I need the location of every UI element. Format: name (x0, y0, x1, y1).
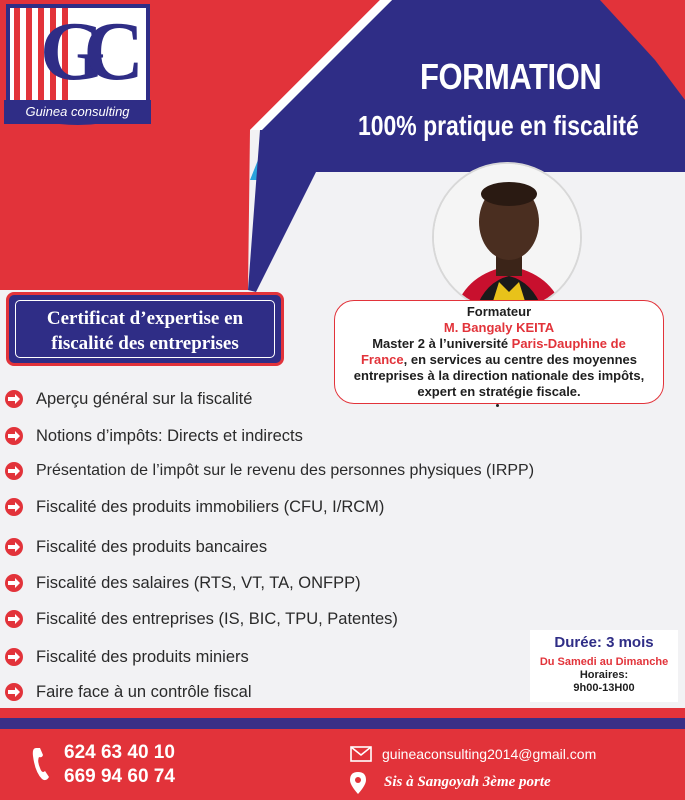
arrow-circle-icon (4, 537, 24, 557)
logo-monogram: GC (40, 5, 122, 98)
list-item: Aperçu général sur la fiscalité (4, 385, 252, 413)
arrow-circle-icon (4, 573, 24, 593)
trainer-label: Formateur (466, 304, 532, 319)
arrow-circle-icon (4, 389, 24, 409)
duration-days: Du Samedi au Dimanche (539, 656, 669, 668)
arrow-circle-icon (4, 682, 24, 702)
trainer-university: Paris-Dauphine de (511, 336, 626, 351)
list-item: Faire face à un contrôle fiscal (4, 678, 252, 706)
arrow-circle-icon (4, 461, 24, 481)
list-item: Fiscalité des produits immobiliers (CFU, I/RCM) (4, 493, 384, 521)
duration-title: Durée: 3 mois (554, 634, 654, 651)
list-item: Fiscalité des salaires (RTS, VT, TA, ONFPP) (4, 569, 361, 597)
page-subtitle: 100% pratique en fiscalité (358, 110, 639, 141)
phone-number-1[interactable]: 624 63 40 10 (64, 742, 175, 763)
certificate-box (6, 292, 284, 366)
arrow-circle-icon (4, 609, 24, 629)
footer-stripe (0, 718, 685, 729)
address: Sis à Sangoyah 3ème porte (384, 774, 551, 790)
hours-label: Horaires: (579, 669, 629, 681)
phone-number-2[interactable]: 669 94 60 74 (64, 766, 175, 787)
email-link[interactable]: guineaconsulting2014@gmail.com (382, 746, 597, 762)
phone-icon (32, 746, 50, 782)
page-title: FORMATION (420, 56, 602, 97)
list-item: Fiscalité des produits bancaires (4, 533, 267, 561)
arrow-circle-icon (4, 426, 24, 446)
hours-value: 9h00-13H00 (573, 682, 635, 694)
trainer-country: France (360, 352, 404, 367)
duration-box (530, 630, 678, 702)
trainer-photo (432, 162, 582, 312)
certificate-title: Certificat d’expertise en fiscalité des entreprises (15, 300, 275, 358)
location-pin-icon (350, 772, 366, 794)
trainer-bio: Master 2 à l’université Paris-Dauphine de France, en services au centre des moyennes entreprises à la direction nationale des impôts, expert en stratégie fiscale. (353, 336, 645, 399)
list-item: Notions d’impôts: Directs et indirects (4, 422, 303, 450)
trainer-name: M. Bangaly KEITA (443, 320, 555, 335)
list-item: Présentation de l’impôt sur le revenu des personnes physiques (IRPP) (4, 457, 534, 485)
trainer-info-box (334, 300, 664, 404)
decorative-dot (496, 404, 499, 407)
arrow-circle-icon (4, 647, 24, 667)
list-item: Fiscalité des entreprises (IS, BIC, TPU, Patentes) (4, 605, 398, 633)
logo-caption: Guinea consulting (25, 104, 130, 119)
arrow-circle-icon (4, 497, 24, 517)
list-item: Fiscalité des produits miniers (4, 643, 249, 671)
envelope-icon (350, 746, 372, 762)
